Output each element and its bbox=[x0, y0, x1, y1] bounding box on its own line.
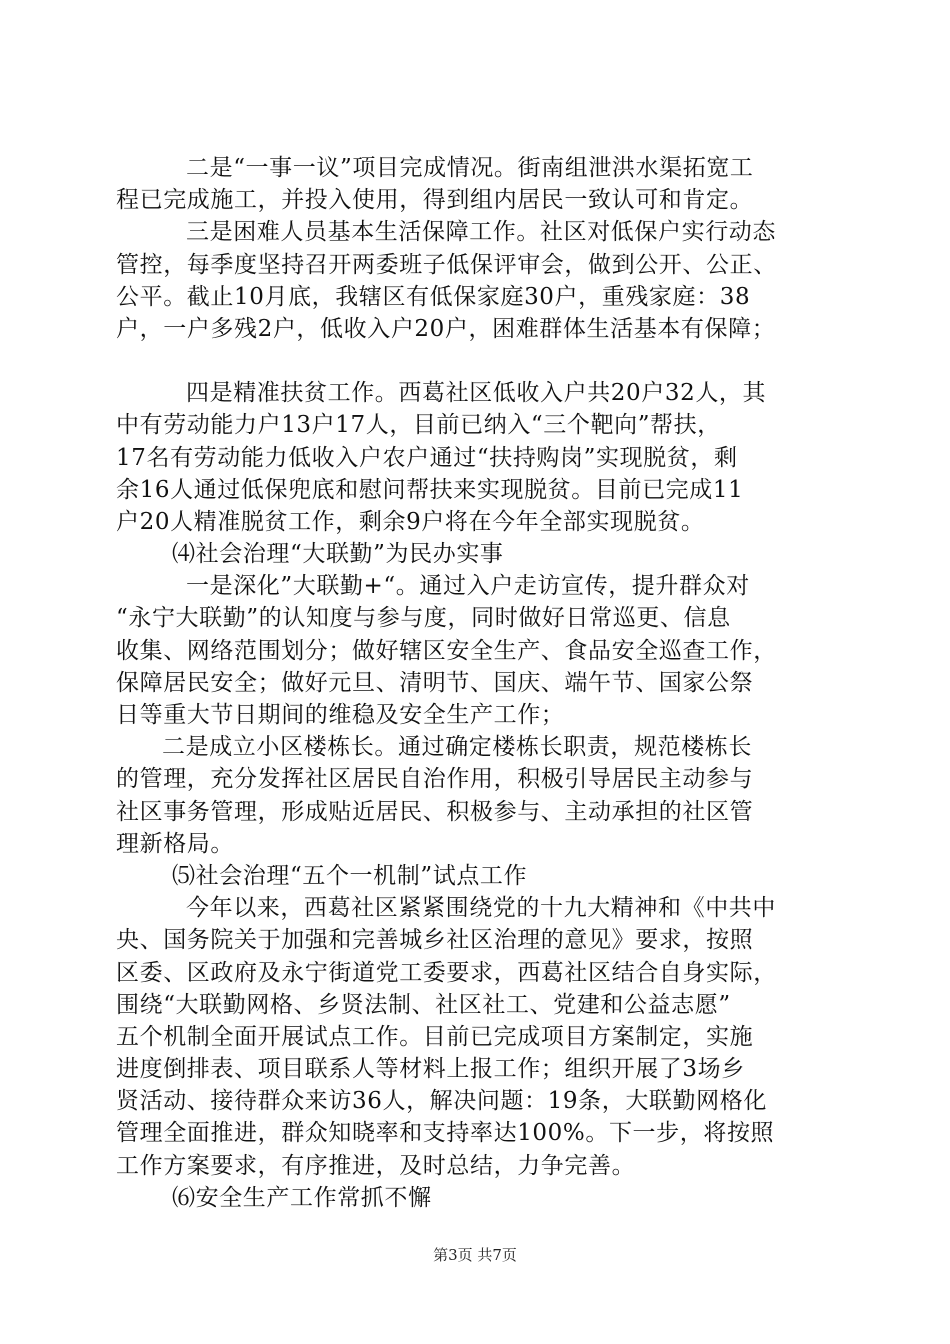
text-line: 的管理，充分发挥社区居民自治作用，积极引导居民主动参与 bbox=[116, 766, 754, 793]
text-line: 17名有劳动能力低收入户农户通过“扶持购岗”实现脱贫，剩 bbox=[116, 444, 738, 471]
text-line: 管控，每季度坚持召开两委班子低保评审会，做到公开、公正、 bbox=[116, 251, 777, 278]
text-line: “永宁大联勤”的认知度与参与度，同时做好日常巡更、信息 bbox=[116, 605, 731, 632]
text-line: 保障居民安全；做好元旦、清明节、国庆、端午节、国家公祭 bbox=[116, 669, 754, 696]
document-body bbox=[116, 152, 838, 1214]
text-line: 管理全面推进，群众知晓率和支持率达100%。下一步，将按照 bbox=[116, 1120, 775, 1147]
text-line: 三是困难人员基本生活保障工作。社区对低保户实行动态 bbox=[186, 219, 776, 246]
paragraph-jingzhun-fupin bbox=[116, 377, 838, 538]
text-line: 区委、区政府及永宁街道党工委要求，西葛社区结合自身实际， bbox=[116, 959, 777, 986]
paragraph-shenhua-dalianqin bbox=[116, 570, 838, 731]
text-line: 中有劳动能力户13户17人，目前已纳入“三个靶向”帮扶， bbox=[116, 412, 721, 439]
text-line: 程已完成施工，并投入使用，得到组内居民一致认可和肯定。 bbox=[116, 187, 754, 214]
text-line: 二是“一事一议”项目完成情况。街南组泄洪水渠拓宽工 bbox=[186, 155, 754, 181]
text-line: 日等重大节日期间的维稳及安全生产工作； bbox=[116, 702, 565, 728]
page-number-footer: 第3页 共7页 bbox=[433, 1246, 517, 1264]
text-line: 公平。截止10月底，我辖区有低保家庭30户，重残家庭：38 bbox=[116, 283, 751, 310]
text-line: 央、国务院关于加强和完善城乡社区治理的意见》要求，按照 bbox=[116, 927, 754, 954]
section-heading-4 bbox=[116, 538, 838, 570]
text-line: 工作方案要求，有序推进，及时总结，力争完善。 bbox=[116, 1152, 636, 1179]
text-line: 户，一户多残2户，低收入户20户，困难群体生活基本有保障； bbox=[116, 315, 776, 342]
paragraph-gap bbox=[116, 345, 838, 377]
section-heading: ⑸社会治理“五个一机制”试点工作 bbox=[172, 862, 528, 889]
text-line: 今年以来，西葛社区紧紧围绕党的十九大精神和《中共中 bbox=[186, 895, 776, 922]
text-line: 进度倒排表、项目联系人等材料上报工作；组织开展了3场乡 bbox=[116, 1056, 745, 1083]
paragraph-loudongzhang bbox=[116, 731, 838, 860]
text-line: 余16人通过低保兜底和慰问帮扶来实现脱贫。目前已完成11 bbox=[116, 476, 744, 503]
text-line: 四是精准扶贫工作。西葛社区低收入户共20户32人，其 bbox=[186, 380, 767, 407]
text-line: 社区事务管理，形成贴近居民、积极参与、主动承担的社区管 bbox=[116, 798, 754, 825]
section-heading: ⑹安全生产工作常抓不懈 bbox=[172, 1184, 432, 1211]
text-line: 五个机制全面开展试点工作。目前已完成项目方案制定，实施 bbox=[116, 1023, 754, 1050]
text-line: 一是深化”大联勤+“。通过入户走访宣传，提升群众对 bbox=[186, 573, 750, 600]
text-line: 理新格局。 bbox=[116, 830, 234, 857]
section-heading: ⑷社会治理“大联勤”为民办实事 bbox=[172, 541, 504, 568]
text-line: 收集、网络范围划分；做好辖区安全生产、食品安全巡查工作， bbox=[116, 637, 777, 664]
section-heading-5 bbox=[116, 860, 838, 892]
section-heading-6 bbox=[116, 1182, 838, 1214]
paragraph-kunnan-renyuan bbox=[116, 216, 838, 345]
paragraph-yishiyiyi bbox=[116, 152, 838, 216]
text-line: 二是成立小区楼栋长。通过确定楼栋长职责，规范楼栋长 bbox=[162, 734, 752, 761]
text-line: 户20人精准脱贫工作，剩余9户将在今年全部实现脱贫。 bbox=[116, 508, 705, 535]
text-line: 贤活动、接待群众来访36人，解决问题：19条，大联勤网格化 bbox=[116, 1088, 767, 1115]
text-line: 围绕“大联勤网格、乡贤法制、社区社工、党建和公益志愿” bbox=[116, 991, 731, 1018]
paragraph-wuge-jizhi bbox=[116, 892, 838, 1182]
